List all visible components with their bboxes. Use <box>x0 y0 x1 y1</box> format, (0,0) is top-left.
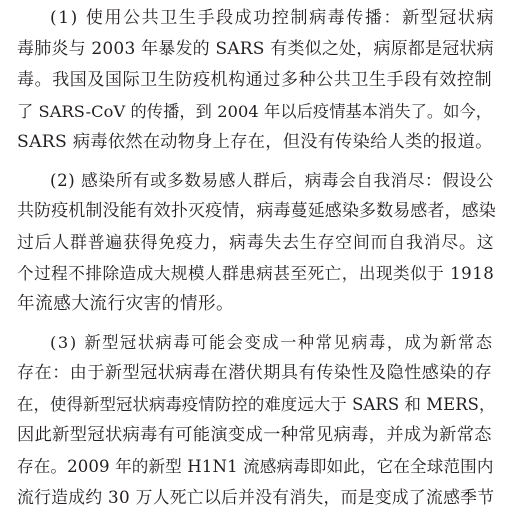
text-line <box>17 389 496 420</box>
text-line <box>17 420 496 451</box>
text-line <box>17 451 496 482</box>
text-line-content: (2) 感染所有或多数易感人群后，病毒会自我消尽：假设公 <box>50 171 494 190</box>
text-line <box>17 227 496 258</box>
text-line <box>17 34 496 65</box>
text-line-content: 个过程不排除造成大规模人群患病甚至死亡，出现类似于 1918 <box>17 264 495 283</box>
text-line <box>17 196 496 227</box>
text-line <box>17 482 496 513</box>
text-line <box>50 327 496 358</box>
text-line-content: 存在：由于新型冠状病毒在潜伏期具有传染性及隐性感染的存 <box>17 363 493 383</box>
text-line-content: 在，使得新型冠状病毒疫情防控的难度远大于 SARS 和 MERS， <box>17 395 496 414</box>
text-line <box>17 289 496 320</box>
text-line <box>17 358 496 389</box>
text-line <box>50 3 496 34</box>
text-line-content: 流行造成约 30 万人死亡以后并没有消失，而是变成了流感季节 <box>17 487 495 507</box>
text-line-content: 毒肺炎与 2003 年暴发的 SARS 有类似之处，病原都是冠状病 <box>17 39 494 59</box>
text-line <box>17 258 496 289</box>
text-line <box>50 165 496 196</box>
text-line <box>17 96 496 127</box>
text-line-content: SARS 病毒依然在动物身上存在，但没有传染给人类的报道。 <box>17 132 493 152</box>
text-line-content: (3) 新型冠状病毒可能会变成一种常见病毒，成为新常态 <box>50 333 494 352</box>
text-line-content: (1) 使用公共卫生手段成功控制病毒传播：新型冠状病 <box>50 8 496 28</box>
text-line-content: 存在。2009 年的新型 H1N1 流感病毒即如此，它在全球范围内 <box>17 457 494 476</box>
text-line-content: 毒。我国及国际卫生防疫机构通过多种公共卫生手段有效控制 <box>17 70 493 90</box>
text-line-content: 了 SARS-CoV 的传播，到 2004 年以后疫情基本消失了。如今， <box>17 102 493 121</box>
text-line-content: 共防疫机制没能有效扑灭疫情，病毒蔓延感染多数易感者，感染 <box>17 201 496 221</box>
text-line-content: 因此新型冠状病毒有可能演变成一种常见病毒，并成为新常态 <box>17 425 492 445</box>
text-line <box>17 127 496 158</box>
text-line-content: 过后人群普遍获得免疫力，病毒失去生存空间而自我消尽。这 <box>17 232 495 252</box>
text-line <box>17 65 496 96</box>
text-line-content: 年流感大流行灾害的情形。 <box>17 294 235 314</box>
